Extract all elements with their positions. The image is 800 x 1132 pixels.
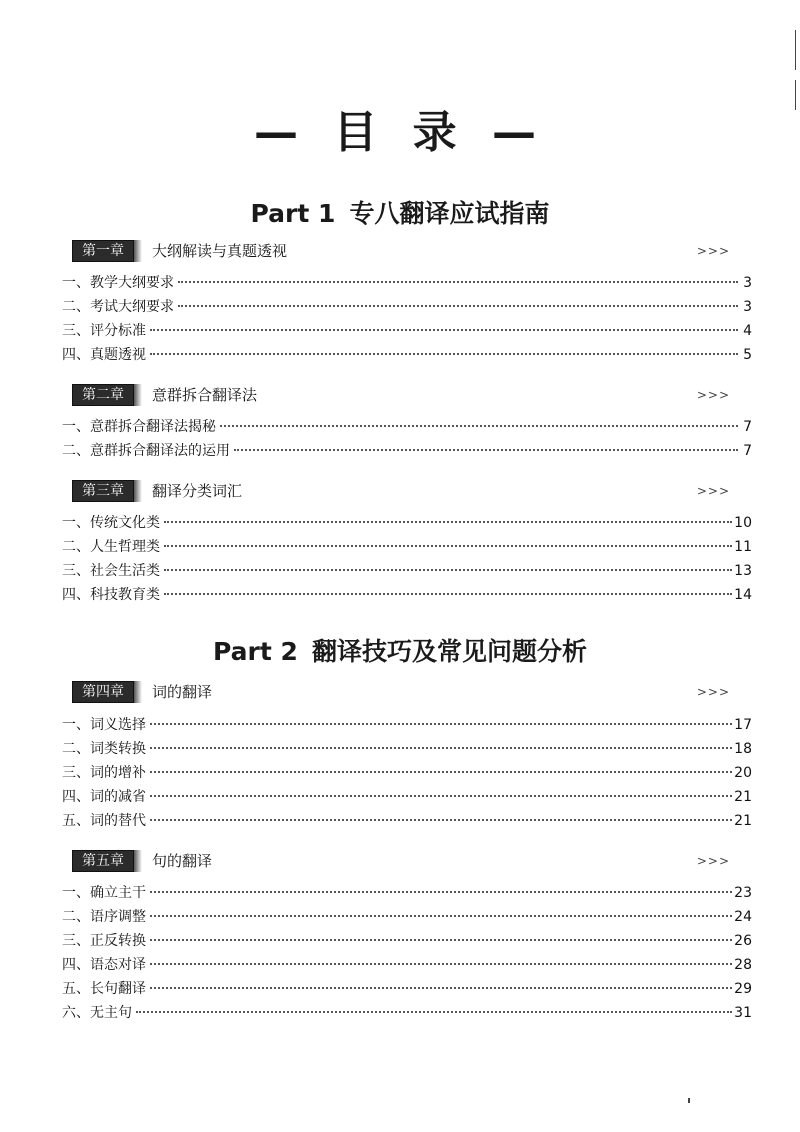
- chapter-title: 句的翻译: [152, 852, 213, 870]
- toc-item-page: 5: [743, 347, 752, 363]
- dot-leader: [150, 890, 732, 893]
- toc-item-label: 二、词类转换: [62, 741, 146, 757]
- toc-item-label: 三、正反转换: [62, 933, 146, 949]
- toc-item-page: 4: [743, 323, 752, 339]
- toc-item-label: 一、教学大纲要求: [62, 275, 174, 291]
- toc-item-label: 一、确立主干: [62, 885, 146, 901]
- toc-item[interactable]: [62, 344, 752, 368]
- toc-item-page: 24: [734, 909, 752, 925]
- chapter-header-3: [72, 480, 730, 504]
- toc-item[interactable]: [62, 416, 752, 440]
- toc-item[interactable]: [62, 906, 752, 930]
- toc-item[interactable]: [62, 978, 752, 1002]
- chapter-header-4: [72, 681, 730, 705]
- dot-leader: [150, 794, 732, 797]
- toc-item-label: 一、传统文化类: [62, 515, 160, 531]
- part-heading-2: [0, 632, 800, 668]
- dot-leader: [220, 424, 738, 427]
- toc-item-label: 一、意群拆合翻译法揭秘: [62, 419, 216, 435]
- chapter-header-1: [72, 240, 730, 264]
- chapter-title: 词的翻译: [152, 683, 213, 701]
- toc-item-page: 7: [743, 443, 752, 459]
- toc-item[interactable]: [62, 440, 752, 464]
- toc-item[interactable]: [62, 954, 752, 978]
- dot-leader: [150, 770, 732, 773]
- chapter-arrow: >>>: [696, 484, 730, 498]
- dot-leader: [150, 328, 738, 331]
- toc-item[interactable]: [62, 930, 752, 954]
- toc-item-page: 10: [734, 515, 752, 531]
- toc-item-label: 一、词义选择: [62, 717, 146, 733]
- toc-item-label: 四、词的减省: [62, 789, 146, 805]
- toc-item-label: 三、词的增补: [62, 765, 146, 781]
- chapter-header-5: [72, 850, 730, 874]
- toc-item[interactable]: [62, 512, 752, 536]
- dot-leader: [164, 568, 732, 571]
- dot-leader: [150, 914, 732, 917]
- toc-item[interactable]: [62, 320, 752, 344]
- scan-artifact: [795, 80, 796, 110]
- chapter-arrow: >>>: [696, 388, 730, 402]
- chapter-badge: 第四章: [72, 681, 134, 703]
- toc-item-page: 7: [743, 419, 752, 435]
- toc-item[interactable]: [62, 296, 752, 320]
- dot-leader: [178, 304, 738, 307]
- chapter-badge: 第五章: [72, 850, 134, 872]
- chapter-title: 意群拆合翻译法: [152, 386, 258, 404]
- chapter-arrow: >>>: [696, 244, 730, 258]
- toc-item-label: 六、无主句: [62, 1005, 132, 1021]
- toc-item-page: 20: [734, 765, 752, 781]
- toc-list-chapter-2: [62, 416, 752, 464]
- toc-item-page: 17: [734, 717, 752, 733]
- toc-item-page: 11: [734, 539, 752, 555]
- dot-leader: [150, 352, 738, 355]
- toc-item[interactable]: [62, 1002, 752, 1026]
- toc-item-label: 五、词的替代: [62, 813, 146, 829]
- toc-item-page: 31: [734, 1005, 752, 1021]
- toc-item-label: 三、评分标准: [62, 323, 146, 339]
- toc-item-page: 28: [734, 957, 752, 973]
- toc-item[interactable]: [62, 714, 752, 738]
- toc-item-page: 21: [734, 789, 752, 805]
- toc-list-chapter-1: [62, 272, 752, 368]
- chapter-header-2: [72, 384, 730, 408]
- toc-item-page: 21: [734, 813, 752, 829]
- toc-item[interactable]: [62, 810, 752, 834]
- dot-leader: [164, 520, 732, 523]
- part-number: Part 2: [213, 637, 298, 666]
- toc-item-label: 四、真题透视: [62, 347, 146, 363]
- toc-item-label: 四、语态对译: [62, 957, 146, 973]
- toc-list-chapter-3: [62, 512, 752, 608]
- dot-leader: [136, 1010, 732, 1013]
- part-number: Part 1: [250, 199, 336, 228]
- part-title: 专八翻译应试指南: [349, 199, 550, 228]
- toc-item-page: 18: [734, 741, 752, 757]
- toc-list-chapter-5: [62, 882, 752, 1026]
- toc-item-page: 3: [743, 299, 752, 315]
- dot-leader: [150, 746, 732, 749]
- chapter-arrow: >>>: [696, 854, 730, 868]
- dot-leader: [234, 448, 738, 451]
- part-heading-1: [0, 194, 800, 230]
- toc-list-chapter-4: [62, 714, 752, 834]
- scan-artifact: [688, 1098, 690, 1103]
- page-title: — 目 录 —: [254, 107, 546, 158]
- chapter-badge: 第一章: [72, 240, 134, 262]
- toc-item-label: 四、科技教育类: [62, 587, 160, 603]
- chapter-badge: 第三章: [72, 480, 134, 502]
- toc-item[interactable]: [62, 786, 752, 810]
- toc-item-label: 二、意群拆合翻译法的运用: [62, 443, 230, 459]
- toc-item-label: 五、长句翻译: [62, 981, 146, 997]
- toc-item[interactable]: [62, 272, 752, 296]
- part-title: 翻译技巧及常见问题分析: [311, 637, 587, 666]
- toc-item-page: 14: [734, 587, 752, 603]
- toc-item[interactable]: [62, 738, 752, 762]
- toc-item-page: 29: [734, 981, 752, 997]
- toc-item-page: 3: [743, 275, 752, 291]
- chapter-title: 大纲解读与真题透视: [152, 242, 288, 260]
- toc-item[interactable]: [62, 584, 752, 608]
- toc-item-label: 二、人生哲理类: [62, 539, 160, 555]
- toc-item-label: 二、考试大纲要求: [62, 299, 174, 315]
- toc-item[interactable]: [62, 536, 752, 560]
- scan-artifact: [795, 30, 796, 70]
- toc-item[interactable]: [62, 882, 752, 906]
- toc-item[interactable]: [62, 762, 752, 786]
- toc-item-page: 23: [734, 885, 752, 901]
- dot-leader: [164, 544, 732, 547]
- toc-item[interactable]: [62, 560, 752, 584]
- chapter-badge: 第二章: [72, 384, 134, 406]
- dot-leader: [150, 986, 732, 989]
- dot-leader: [164, 592, 732, 595]
- toc-item-label: 三、社会生活类: [62, 563, 160, 579]
- chapter-arrow: >>>: [696, 685, 730, 699]
- dot-leader: [150, 818, 732, 821]
- toc-item-page: 13: [734, 563, 752, 579]
- dot-leader: [178, 280, 738, 283]
- chapter-title: 翻译分类词汇: [152, 482, 243, 500]
- toc-item-page: 26: [734, 933, 752, 949]
- toc-item-label: 二、语序调整: [62, 909, 146, 925]
- dot-leader: [150, 938, 732, 941]
- dot-leader: [150, 962, 732, 965]
- dot-leader: [150, 722, 732, 725]
